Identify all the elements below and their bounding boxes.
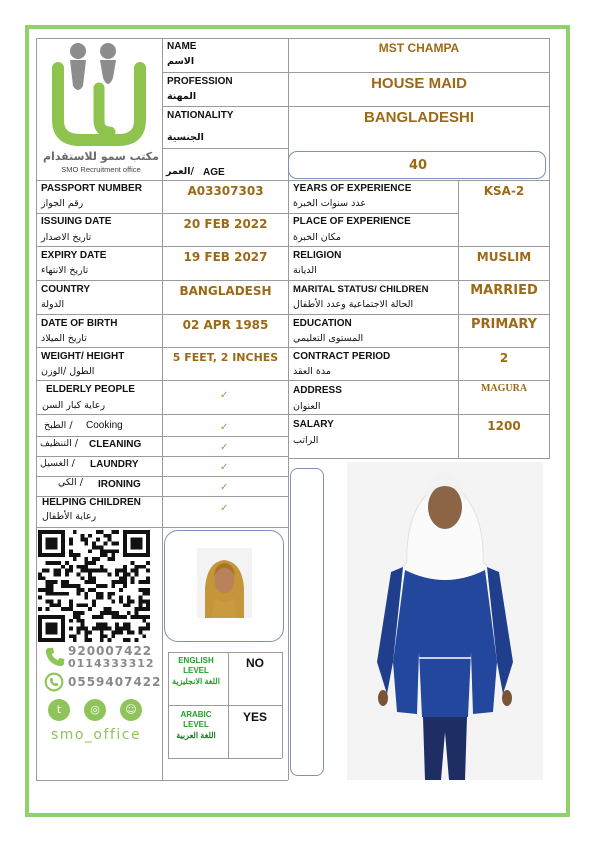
education-label: EDUCATION: [293, 318, 352, 329]
country-label: COUNTRY: [41, 284, 91, 295]
company-logo: [40, 38, 162, 178]
arabic-level-label: ARABIC LEVEL: [180, 710, 212, 729]
phone-number-2: 0114333312: [68, 657, 155, 670]
phone-number-1: 920007422: [68, 644, 153, 658]
address-label-ar: العنوان: [293, 401, 321, 412]
skill-laundry-check: ✓: [220, 462, 229, 473]
issuing-date-label: ISSUING DATE: [41, 216, 112, 227]
skill-ironing-label-ar: الكي /: [58, 477, 83, 488]
skill-laundry-label-ar: الغسيل /: [40, 458, 75, 469]
expiry-date-label: EXPIRY DATE: [41, 250, 107, 261]
twitter-icon: t: [48, 699, 70, 721]
english-level-label-ar: اللغة الانجليزية: [172, 677, 220, 686]
snapchat-icon: ☺: [120, 699, 142, 721]
issuing-date-label-ar: تاريخ الاصدار: [41, 232, 92, 243]
expiry-date-label-ar: تاريخ الانتهاء: [41, 265, 89, 276]
weight-height-value: 5 FEET, 2 INCHES: [172, 351, 279, 364]
contract-period-value: 2: [499, 351, 509, 365]
age-label: AGE: [203, 167, 225, 178]
experience-years-label: YEARS OF EXPERIENCE: [293, 183, 412, 194]
marital-status-value: MARRIED: [470, 283, 538, 298]
contract-period-label: CONTRACT PERIOD: [293, 351, 391, 362]
issuing-date-value: 20 FEB 2022: [183, 217, 268, 231]
full-body-photo: [347, 462, 543, 780]
experience-years-value: KSA-2: [483, 184, 525, 198]
phone-icon: [44, 646, 66, 672]
age-value: 40: [408, 158, 428, 173]
address-value: MAGURA: [480, 383, 528, 394]
skill-cleaning-label: CLEANING: [89, 439, 142, 450]
skill-ironing-label: IRONING: [98, 479, 141, 490]
whatsapp-icon: [44, 672, 64, 696]
salary-label: SALARY: [293, 419, 334, 430]
marital-status-label-ar: الحالة الاجتماعية وعدد الأطفال: [293, 299, 414, 310]
instagram-icon: ◎: [84, 699, 106, 721]
qr-code: [38, 530, 150, 646]
skill-cleaning-check: ✓: [220, 442, 229, 453]
country-label-ar: الدولة: [41, 299, 65, 310]
salary-value: 1200: [487, 419, 521, 433]
english-level-label: ENGLISH LEVEL: [178, 656, 214, 675]
skill-cooking-label-ar: الطبخ /: [44, 420, 73, 431]
education-value: PRIMARY: [470, 317, 538, 332]
expiry-date-value: 19 FEB 2027: [183, 250, 268, 264]
passport-label-ar: رقم الجواز: [41, 198, 84, 209]
religion-value: MUSLIM: [476, 250, 532, 264]
skill-laundry-label: LAUNDRY: [90, 459, 139, 470]
dob-label-ar: تاريخ الميلاد: [41, 333, 87, 344]
religion-label: RELIGION: [293, 250, 342, 261]
logo-arabic-name: مكتب سمو للاستقدام: [43, 150, 159, 163]
arabic-level-value: YES: [242, 710, 267, 724]
name-value: MST CHAMPA: [378, 41, 460, 55]
passport-label: PASSPORT NUMBER: [41, 183, 142, 194]
education-label-ar: المستوى التعليمي: [293, 333, 364, 344]
experience-place-label-ar: مكان الخبرة: [293, 232, 341, 243]
skill-elderly-check: ✓: [220, 390, 229, 401]
arabic-level-label-ar: اللغة العربية: [176, 731, 216, 740]
experience-place-label: PLACE OF EXPERIENCE: [293, 216, 411, 227]
whatsapp-number: 0559407422: [68, 675, 162, 689]
passport-photo: [197, 548, 252, 618]
marital-status-label: MARITAL STATUS/ CHILDREN: [293, 284, 429, 295]
empty-notes-box: [290, 468, 324, 776]
passport-value: A03307303: [187, 184, 264, 198]
contract-period-label-ar: مدة العقد: [293, 366, 331, 377]
weight-height-label: WEIGHT/ HEIGHT: [41, 351, 125, 362]
skill-children-check: ✓: [220, 503, 229, 514]
nationality-label-ar: الجنسية: [167, 132, 204, 143]
religion-label-ar: الديانة: [293, 265, 317, 276]
logo-english-name: SMO Recruitment office: [61, 165, 141, 174]
profession-label-ar: المهنة: [167, 91, 197, 102]
dob-label: DATE OF BIRTH: [41, 318, 118, 329]
profession-label: PROFESSION: [167, 76, 233, 87]
age-label-ar: العمر/: [166, 166, 194, 177]
address-label: ADDRESS: [293, 385, 342, 396]
english-level-value: NO: [246, 656, 264, 670]
profession-value: HOUSE MAID: [371, 75, 467, 92]
nationality-label: NATIONALITY: [167, 110, 234, 121]
social-handle: smo_office: [50, 727, 142, 743]
salary-label-ar: الراتب: [293, 435, 319, 446]
name-label: NAME: [167, 41, 197, 52]
skill-children-label-ar: رعاية الأطفال: [42, 511, 97, 522]
skill-cooking-label: Cooking: [86, 420, 123, 431]
skill-ironing-check: ✓: [220, 482, 229, 493]
skill-children-label: HELPING CHILDREN: [42, 497, 141, 508]
skill-cooking-check: ✓: [220, 422, 229, 433]
country-value: BANGLADESH: [179, 284, 272, 298]
skill-elderly-label-ar: رعاية كبار السن: [42, 400, 106, 411]
dob-value: 02 APR 1985: [182, 318, 269, 332]
skill-elderly-label: ELDERLY PEOPLE: [46, 384, 135, 395]
skill-cleaning-label-ar: التنظيف /: [40, 438, 78, 449]
name-label-ar: الاسم: [167, 56, 195, 67]
weight-height-label-ar: الطول /الوزن: [41, 366, 95, 377]
experience-years-label-ar: عدد سنوات الخبرة: [293, 198, 366, 209]
nationality-value: BANGLADESHI: [363, 109, 474, 126]
